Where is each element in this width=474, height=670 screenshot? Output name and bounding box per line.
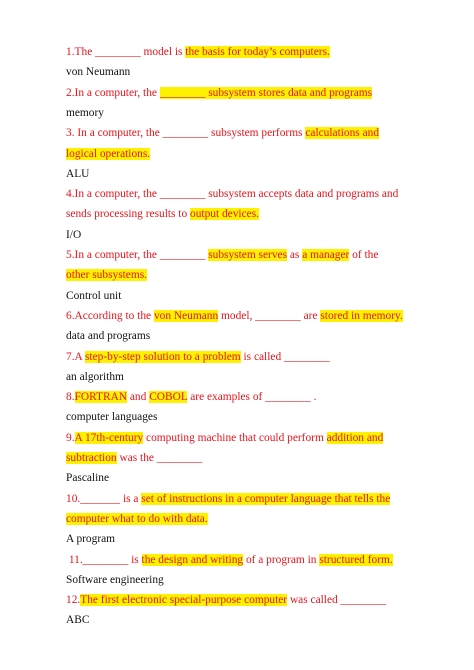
highlighted-text: logical operations. [66,147,151,160]
highlighted-text: ________ subsystem stores data and programs [159,86,373,99]
answer-line: data and programs [66,330,151,343]
question-text: was called ________ [287,594,387,607]
highlighted-text: A 17th-century [74,431,144,444]
question-text: 8. [66,391,75,404]
question-line [66,308,414,324]
highlighted-text: a manager [302,249,350,261]
question-text: 12. [66,594,81,607]
highlighted-text: computer what to do with data. [66,512,208,525]
question-line [66,206,414,222]
question-text: 7.A [66,350,85,363]
question-line [66,267,414,283]
question-text: 5.In a computer, the ________ [66,249,209,261]
question-text: model, ________ are [218,309,321,322]
question-text: computing machine that could perform [143,431,327,444]
question-text: sends processing results to [66,208,191,221]
highlighted-text: stored in memory. [320,309,403,322]
answer-line: an algorithm [66,370,124,383]
question-line [66,247,414,263]
question-line [66,85,414,101]
question-line [66,186,414,202]
answer-line: computer languages [66,411,158,424]
highlighted-text: subsystem serves [208,249,287,261]
highlighted-text: von Neumann [153,309,219,322]
answer-line: ALU [66,167,90,180]
highlighted-text: output devices. [190,208,259,221]
highlighted-text: set of instructions in a computer language that tells the [141,492,391,505]
question-line [66,450,414,466]
question-text: 4.In a computer, the ________ subsystem accepts data and programs and [66,188,399,201]
answer-line: Software engineering [66,573,164,586]
question-line [66,349,414,365]
question-line [66,146,414,162]
answer-line: I/O [66,228,82,241]
question-text: 3. In a computer, the ________ subsystem performs [66,127,306,140]
highlighted-text: other subsystems. [66,269,147,282]
question-text: 2.In a computer, the [66,86,160,99]
highlighted-text: The first electronic special-purpose computer [80,594,288,607]
question-text: of a program in [243,553,320,566]
highlighted-text: addition and [326,431,384,444]
question-text: is called ________ [240,350,330,363]
question-line [66,491,414,507]
question-text: 1.The ________ model is [66,46,186,58]
question-line [66,125,414,141]
question-line [66,511,414,527]
question-text: as [287,249,303,261]
highlighted-text: structured form. [319,553,393,566]
question-line [66,430,414,446]
answer-line: ABC [66,614,90,627]
highlighted-text: the basis for today’s computers. [185,46,330,58]
question-text: 6.According to the [66,309,154,322]
answer-line: A program [66,533,116,546]
highlighted-text: COBOL [149,391,188,404]
question-text: was the ________ [116,452,203,464]
question-text: are examples of ________ . [187,391,317,404]
highlighted-text: calculations and [305,127,380,140]
highlighted-text: FORTRAN [74,391,128,404]
question-text: 10._______ is a [66,492,142,505]
answer-line: memory [66,106,104,119]
highlighted-text: step-by-step solution to a problem [85,350,241,363]
question-line [66,552,414,568]
question-line [66,389,414,405]
answer-line: von Neumann [66,66,131,79]
question-text: 11.________ is [66,553,142,566]
question-line [66,592,414,608]
question-text: 9. [66,431,75,444]
highlighted-text: subtraction [66,452,117,464]
answer-line: Pascaline [66,472,110,485]
highlighted-text: the design and writing [141,553,244,566]
question-line [66,44,414,60]
answer-line: Control unit [66,289,122,302]
question-text: and [127,391,150,404]
question-text: of the [349,249,379,261]
